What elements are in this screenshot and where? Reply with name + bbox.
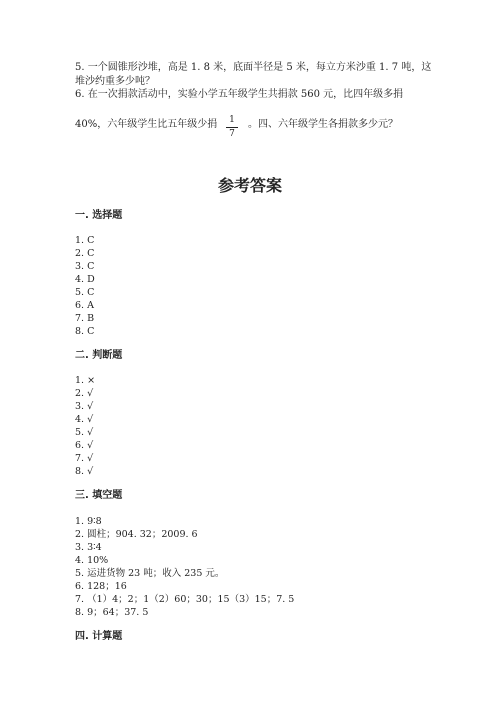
answer-item: 3. C xyxy=(75,261,95,272)
answer-item: 7. B xyxy=(75,313,95,324)
fraction-bar xyxy=(226,127,238,128)
question-6-line-2: 40%，六年级学生比五年级少捐 xyxy=(75,119,218,130)
answer-item: 6. A xyxy=(75,300,94,311)
answer-title: 参考答案 xyxy=(217,176,282,195)
answer-item: 5. √ xyxy=(75,427,94,438)
answer-item: 4. D xyxy=(75,274,95,285)
answer-item: 6. √ xyxy=(75,440,94,451)
fraction-numerator: 1 xyxy=(229,115,235,125)
answer-item: 4. √ xyxy=(75,414,94,425)
question-6-line-1: 6. 在一次捐款活动中，实验小学五年级学生共捐款 560 元，比四年级多捐 xyxy=(75,89,404,100)
answer-item: 4. 10% xyxy=(75,555,109,566)
answer-item: 2. √ xyxy=(75,388,94,399)
question-5-line-2: 堆沙约重多少吨？ xyxy=(75,76,155,87)
answer-item: 2. C xyxy=(75,248,95,259)
answer-item: 7. √ xyxy=(75,453,94,464)
answer-item: 3. √ xyxy=(75,401,94,412)
section-heading-calculation: 四. 计算题 xyxy=(75,631,123,642)
answer-item: 7. （1）4；2；1（2）60；30；15（3）15；7. 5 xyxy=(75,594,295,605)
section-heading-choice: 一. 选择题 xyxy=(75,210,123,221)
question-5-line-1: 5. 一个圆锥形沙堆，高是 1. 8 米，底面半径是 5 米，每立方米沙重 1. 7 吨，这 xyxy=(75,62,432,73)
answer-item: 2. 圆柱；904. 32；2009. 6 xyxy=(75,529,198,540)
answer-item: 3. 3∶4 xyxy=(75,542,102,553)
answer-item: 8. 9；64；37. 5 xyxy=(75,607,149,618)
fraction-denominator: 7 xyxy=(229,129,235,139)
answer-item: 5. 运进货物 23 吨；收入 235 元。 xyxy=(75,568,225,579)
answer-item: 6. 128；16 xyxy=(75,581,127,592)
fraction-one-seventh xyxy=(226,115,238,140)
answer-item: 5. C xyxy=(75,287,95,298)
question-6-line-2-end: 。四、六年级学生各捐款多少元？ xyxy=(248,119,398,130)
section-heading-judgment: 二. 判断题 xyxy=(75,350,123,361)
answer-item: 8. √ xyxy=(75,466,94,477)
answer-item: 1. 9∶8 xyxy=(75,516,102,527)
answer-item: 1. × xyxy=(75,375,96,386)
answer-item: 1. C xyxy=(75,235,95,246)
section-heading-fill-in: 三. 填空题 xyxy=(75,490,123,501)
answer-item: 8. C xyxy=(75,326,95,337)
